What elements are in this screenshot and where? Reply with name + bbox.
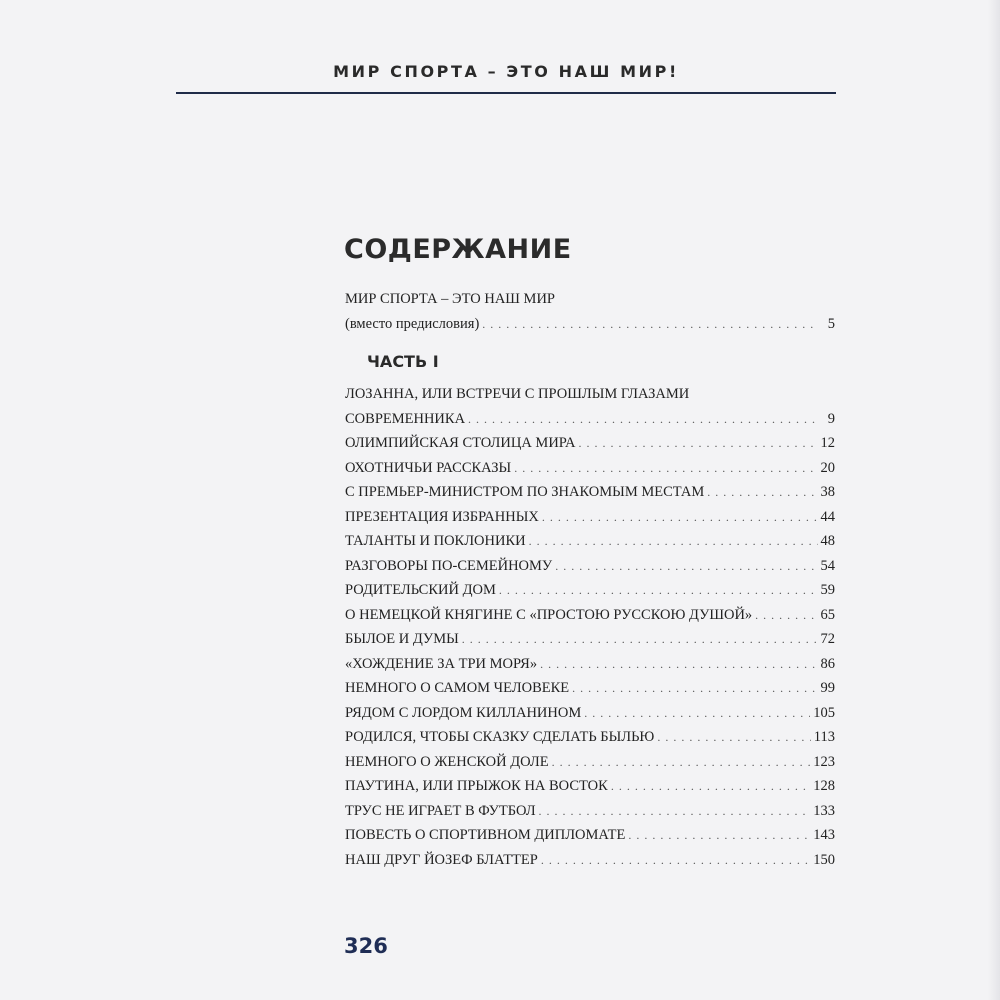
toc-entry-page: 133: [813, 802, 835, 819]
leader-dots: [628, 823, 810, 848]
toc-entry-title: НАШ ДРУГ ЙОЗЕФ БЛАТТЕР: [345, 851, 538, 868]
leader-dots: [499, 578, 818, 603]
toc-entry-page: 143: [813, 827, 835, 843]
toc-entry: [345, 529, 835, 554]
toc-entry-title: РЯДОМ С ЛОРДОМ КИЛЛАНИНОМ: [345, 704, 582, 721]
toc-entry: [345, 431, 835, 456]
toc-entry-page: 65: [820, 606, 835, 623]
leader-dots: [541, 848, 810, 873]
leader-dots: [584, 701, 810, 726]
toc-entry-title: РОДИЛСЯ, ЧТОБЫ СКАЗКУ СДЕЛАТЬ БЫЛЬЮ: [345, 729, 655, 745]
toc-entry: [345, 456, 835, 481]
toc-entry-page: 99: [820, 680, 835, 696]
leader-dots: [552, 750, 811, 775]
toc-entry-title-line1: ЛОЗАННА, ИЛИ ВСТРЕЧИ С ПРОШЛЫМ ГЛАЗАМИ: [345, 386, 690, 402]
toc-entry-title: С ПРЕМЬЕР-МИНИСТРОМ ПО ЗНАКОМЫМ МЕСТАМ: [345, 484, 705, 500]
toc-entry: [345, 750, 835, 775]
toc-entry: [345, 554, 835, 579]
toc-entry-title: ПОВЕСТЬ О СПОРТИВНОМ ДИПЛОМАТЕ: [345, 827, 626, 843]
leader-dots: [529, 529, 818, 554]
toc-entry-page: 128: [813, 778, 835, 794]
page-number: 326: [344, 934, 388, 958]
toc-entry-title: НЕМНОГО О САМОМ ЧЕЛОВЕКЕ: [345, 680, 570, 696]
leader-dots: [578, 431, 817, 456]
toc-entry: [345, 774, 835, 799]
toc-entry-page: 86: [820, 655, 835, 672]
toc-entry-title: РАЗГОВОРЫ ПО-СЕМЕЙНОМУ: [345, 557, 553, 574]
part-heading: ЧАСТЬ I: [367, 352, 439, 371]
table-of-contents: [345, 287, 835, 872]
toc-entry: [345, 701, 835, 726]
toc-entry-page: 59: [820, 582, 835, 598]
toc-entry: [345, 603, 835, 628]
toc-entry: [345, 505, 835, 530]
toc-entry-page: 12: [820, 435, 835, 451]
toc-entry-page: 123: [813, 753, 835, 770]
toc-entry: [345, 676, 835, 701]
leader-dots: [482, 312, 818, 337]
toc-entry-title: ПАУТИНА, ИЛИ ПРЫЖОК НА ВОСТОК: [345, 778, 608, 794]
toc-entry-page: 150: [813, 851, 835, 868]
toc-entry: [345, 627, 835, 652]
toc-intro-page: 5: [827, 315, 835, 332]
toc-entry: [345, 799, 835, 824]
leader-dots: [514, 456, 817, 481]
toc-entry: [345, 652, 835, 677]
toc-entry-title: ОЛИМПИЙСКАЯ СТОЛИЦА МИРА: [345, 435, 576, 451]
leader-dots: [542, 505, 818, 530]
toc-entry-page: 44: [820, 508, 835, 525]
toc-intro-entry: [345, 312, 835, 337]
toc-entry-title: СОВРЕМЕННИКА: [345, 410, 466, 427]
header-rule: [176, 92, 836, 94]
toc-entry-page: 113: [813, 729, 835, 745]
toc-entry-title: БЫЛОЕ И ДУМЫ: [345, 631, 459, 647]
toc-entry-title: РОДИТЕЛЬСКИЙ ДОМ: [345, 582, 496, 598]
toc-entry-title: ТАЛАНТЫ И ПОКЛОНИКИ: [345, 533, 526, 549]
toc-entry: [345, 578, 835, 603]
toc-entry: [345, 848, 835, 873]
leader-dots: [657, 725, 810, 750]
toc-entry: [345, 407, 835, 432]
leader-dots: [572, 676, 817, 701]
toc-entries: [345, 407, 835, 873]
toc-entry-title: «ХОЖДЕНИЕ ЗА ТРИ МОРЯ»: [345, 655, 538, 672]
toc-entry-title: О НЕМЕЦКОЙ КНЯГИНЕ С «ПРОСТОЮ РУССКОЮ ДУШОЙ»: [345, 606, 753, 623]
leader-dots: [468, 407, 818, 432]
leader-dots: [707, 480, 817, 505]
toc-entry-title: ПРЕЗЕНТАЦИЯ ИЗБРАННЫХ: [345, 508, 539, 525]
toc-entry-title: НЕМНОГО О ЖЕНСКОЙ ДОЛЕ: [345, 753, 549, 770]
toc-entry-title: ОХОТНИЧЬИ РАССКАЗЫ: [345, 459, 512, 476]
toc-intro-line2: (вместо предисловия): [345, 315, 480, 332]
toc-intro-line1: МИР СПОРТА – ЭТО НАШ МИР: [345, 291, 555, 307]
leader-dots: [755, 603, 817, 628]
leader-dots: [462, 627, 818, 652]
toc-entry-page: 54: [820, 557, 835, 574]
toc-entry-page: 48: [820, 533, 835, 549]
toc-title: СОДЕРЖАНИЕ: [344, 234, 572, 265]
toc-entry: [345, 480, 835, 505]
running-title: МИР СПОРТА – ЭТО НАШ МИР!: [333, 62, 679, 81]
leader-dots: [540, 652, 817, 677]
toc-entry-title: ТРУС НЕ ИГРАЕТ В ФУТБОЛ: [345, 802, 536, 819]
toc-entry-page: 105: [813, 704, 835, 721]
toc-entry-page: 9: [827, 410, 835, 427]
leader-dots: [611, 774, 810, 799]
toc-entry-page: 20: [820, 459, 835, 476]
leader-dots: [539, 799, 811, 824]
toc-entry-page: 38: [820, 484, 835, 500]
toc-entry: [345, 725, 835, 750]
toc-entry-page: 72: [820, 631, 835, 647]
toc-entry: [345, 823, 835, 848]
leader-dots: [555, 554, 817, 579]
page-edge-shadow: [988, 0, 1000, 1000]
